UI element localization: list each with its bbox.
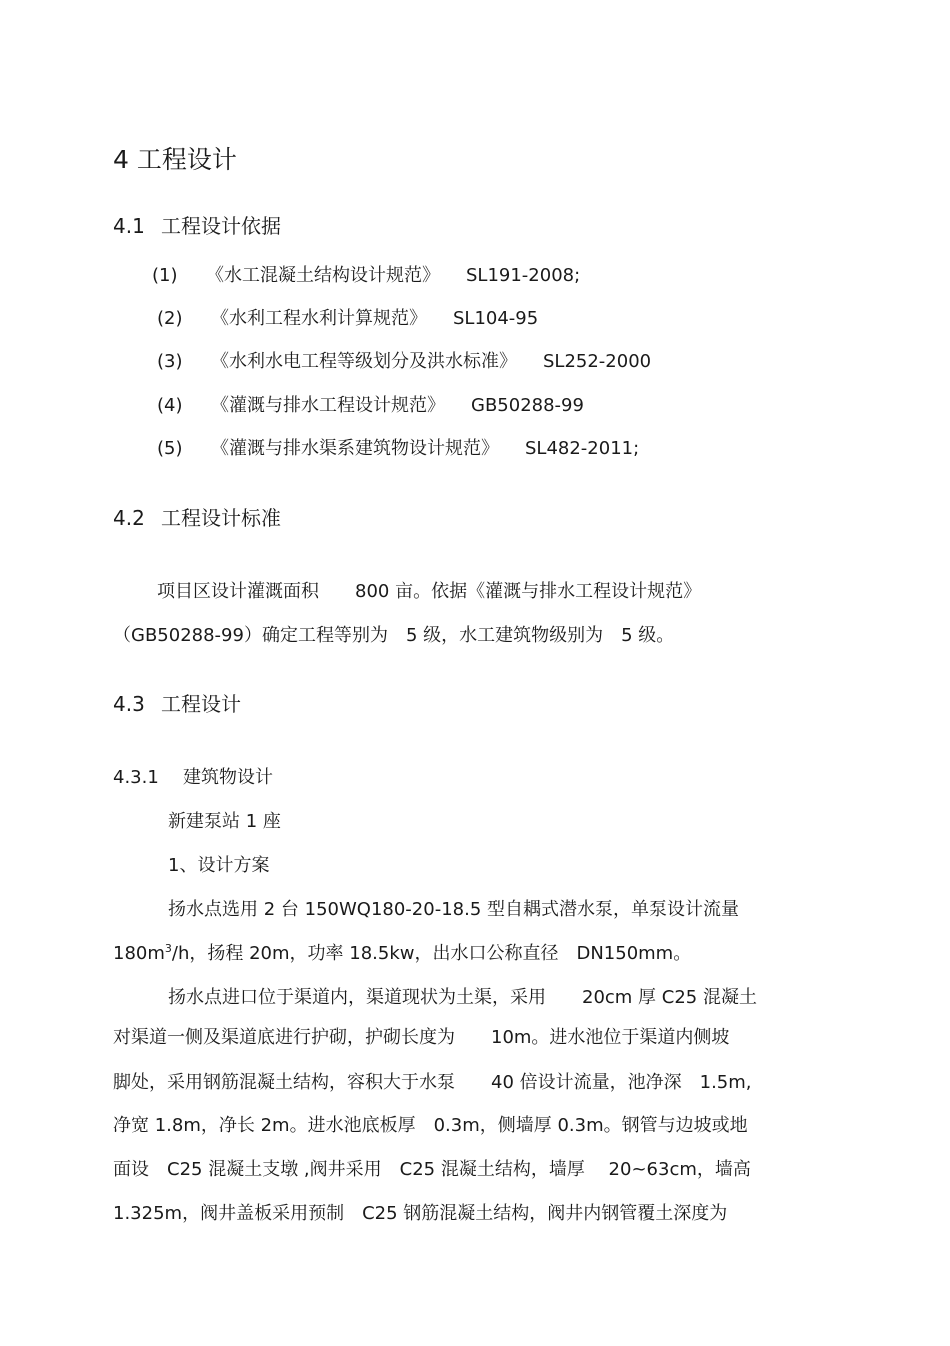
inlet-paragraph-line: 净宽 1.8m，净长 2m。进水池底板厚 0.3m，侧墙厚 0.3m。钢管与边坡或地	[113, 1115, 748, 1136]
reference-code: SL252-2000	[543, 351, 652, 372]
subsection-number: 4.3.1	[113, 767, 159, 788]
inlet-paragraph-line: 扬水点进口位于渠道内，渠道现状为土渠，采用 20cm 厚 C25 混凝土	[168, 987, 757, 1008]
reference-index: (3)	[157, 351, 183, 372]
reference-name: 《水利水电工程等级划分及洪水标准》	[211, 351, 517, 372]
section-heading-4-3	[113, 690, 241, 718]
reference-code: GB50288-99	[471, 395, 584, 416]
inlet-paragraph-line: 面设 C25 混凝土支墩 ,阀井采用 C25 混凝土结构，墙厚 20~63cm，墙高	[113, 1159, 751, 1180]
design-plan-heading: 1、设计方案	[168, 855, 270, 876]
reference-item	[152, 263, 580, 289]
section-title: 工程设计	[161, 692, 241, 716]
reference-name: 《灌溉与排水工程设计规范》	[211, 395, 445, 416]
reference-index: (4)	[157, 395, 183, 416]
reference-index: (5)	[157, 438, 183, 459]
section-number: 4.1	[113, 214, 145, 238]
section-number: 4.2	[113, 506, 145, 530]
inlet-paragraph-line: 脚处，采用钢筋混凝土结构，容积大于水泵 40 倍设计流量，池净深 1.5m,	[113, 1072, 752, 1093]
reference-name: 《水工混凝土结构设计规范》	[206, 265, 440, 286]
chapter-title: 4 工程设计	[113, 145, 237, 174]
standard-paragraph-line: 项目区设计灌溉面积 800 亩。依据《灌溉与排水工程设计规范》	[157, 581, 702, 602]
inlet-paragraph-line: 1.325m，阀井盖板采用预制 C25 钢筋混凝土结构，阀井内钢管覆土深度为	[113, 1203, 728, 1224]
reference-code: SL104-95	[453, 308, 539, 329]
superscript: 3	[164, 942, 172, 955]
section-title: 工程设计依据	[161, 214, 281, 238]
reference-code: SL482-2011;	[525, 438, 640, 459]
subsection-heading-4-3-1	[113, 765, 273, 791]
section-title: 工程设计标准	[161, 506, 281, 530]
reference-item	[157, 349, 651, 375]
pump-spec-text: /h，扬程 20m，功率 18.5kw，出水口公称直径 DN150mm。	[171, 943, 692, 964]
flow-value: 180m	[113, 943, 165, 964]
section-number: 4.3	[113, 692, 145, 716]
section-heading-4-1	[113, 212, 281, 240]
subsection-title: 建筑物设计	[183, 767, 273, 788]
reference-name: 《水利工程水利计算规范》	[211, 308, 427, 329]
reference-index: (1)	[152, 265, 178, 286]
pump-station-item: 新建泵站 1 座	[168, 811, 281, 832]
reference-name: 《灌溉与排水渠系建筑物设计规范》	[211, 438, 499, 459]
reference-index: (2)	[157, 308, 183, 329]
reference-item	[157, 436, 639, 462]
reference-item	[157, 306, 538, 332]
reference-code: SL191-2008;	[466, 265, 581, 286]
pump-paragraph-line	[113, 941, 691, 967]
reference-item	[157, 393, 584, 419]
standard-paragraph-line: （GB50288-99）确定工程等别为 5 级，水工建筑物级别为 5 级。	[113, 625, 675, 646]
pump-paragraph-line: 扬水点选用 2 台 150WQ180-20-18.5 型自耦式潜水泵，单泵设计流量	[168, 899, 739, 920]
inlet-paragraph-line: 对渠道一侧及渠道底进行护砌，护砌长度为 10m。进水池位于渠道内侧坡	[113, 1027, 730, 1048]
section-heading-4-2	[113, 504, 281, 532]
